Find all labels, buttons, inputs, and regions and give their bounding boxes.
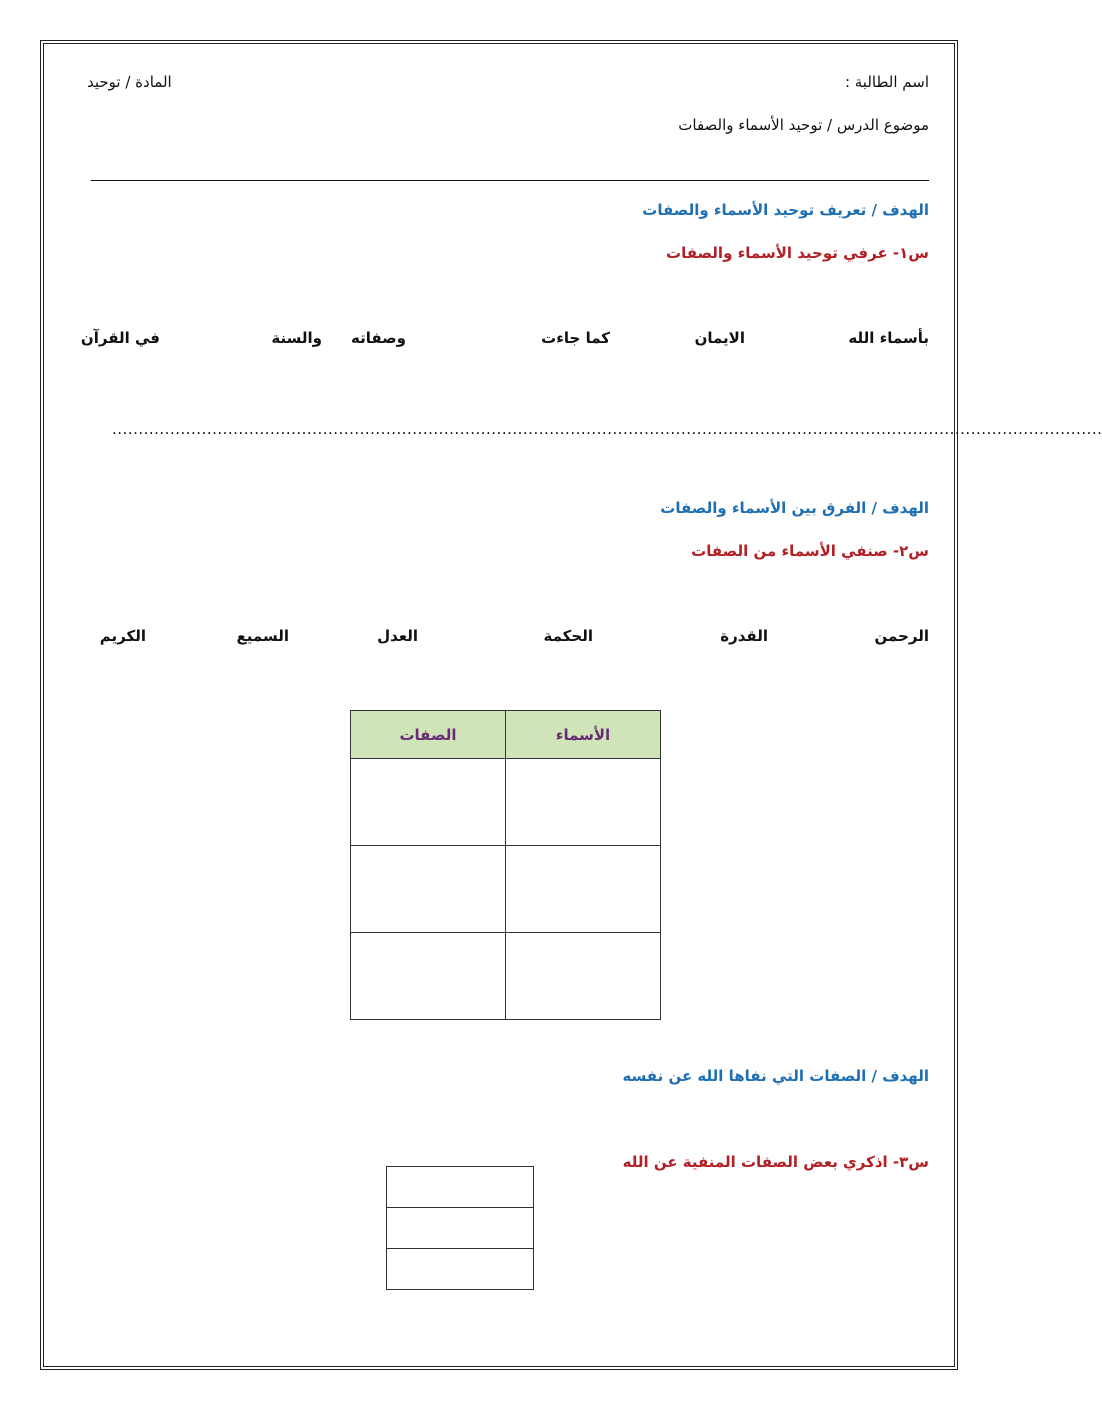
word-bank-item: العدل [377,627,418,645]
question-1: س١- عرفي توحيد الأسماء والصفات [666,244,929,262]
word-bank-item: الرحمن [874,627,929,645]
attribute-answer-cell[interactable] [351,846,506,933]
name-answer-cell[interactable] [506,846,661,933]
classification-table [350,710,661,1020]
word-bank-item: السميع [236,627,289,645]
attribute-answer-cell[interactable] [351,933,506,1020]
name-answer-cell[interactable] [506,933,661,1020]
goal-2: الهدف / الفرق بين الأسماء والصفات [660,499,929,517]
negated-attribute-answer-cell[interactable] [387,1208,534,1249]
table-row [387,1167,534,1208]
lesson-topic: موضوع الدرس / توحيد الأسماء والصفات [678,116,929,134]
goal-3: الهدف / الصفات التي نفاها الله عن نفسه [622,1067,929,1085]
table-row [351,933,661,1020]
column-header-attributes: الصفات [351,711,506,759]
word-bank-item: كما جاءت [541,329,610,347]
question-2: س٢- صنفي الأسماء من الصفات [691,542,929,560]
negated-attributes-table [386,1166,534,1290]
word-bank-item: وصفاته [351,329,406,347]
word-bank-item: الكريم [99,627,146,645]
question-3: س٣- اذكري بعض الصفات المنفية عن الله [622,1153,929,1171]
header-divider [91,180,929,181]
word-bank-item: الحكمة [543,627,593,645]
negated-attribute-answer-cell[interactable] [387,1249,534,1290]
attribute-answer-cell[interactable] [351,759,506,846]
word-bank-item: القدرة [720,627,768,645]
table-row [387,1249,534,1290]
table-row [351,846,661,933]
word-bank-item: والسنة [271,329,322,347]
column-header-names: الأسماء [506,711,661,759]
goal-1: الهدف / تعريف توحيد الأسماء والصفات [642,201,929,219]
student-name-label: اسم الطالبة : [844,73,929,91]
subject-label: المادة / توحيد [87,73,172,91]
negated-attribute-answer-cell[interactable] [387,1167,534,1208]
table-row [387,1208,534,1249]
word-bank-item: بأسماء الله [848,329,929,347]
name-answer-cell[interactable] [506,759,661,846]
word-bank-item: في القرآن [80,329,160,347]
answer-line[interactable]: ............................................................................................................................................................................................ [112,420,1102,438]
word-bank-item: الايمان [694,329,745,347]
table-row [351,759,661,846]
